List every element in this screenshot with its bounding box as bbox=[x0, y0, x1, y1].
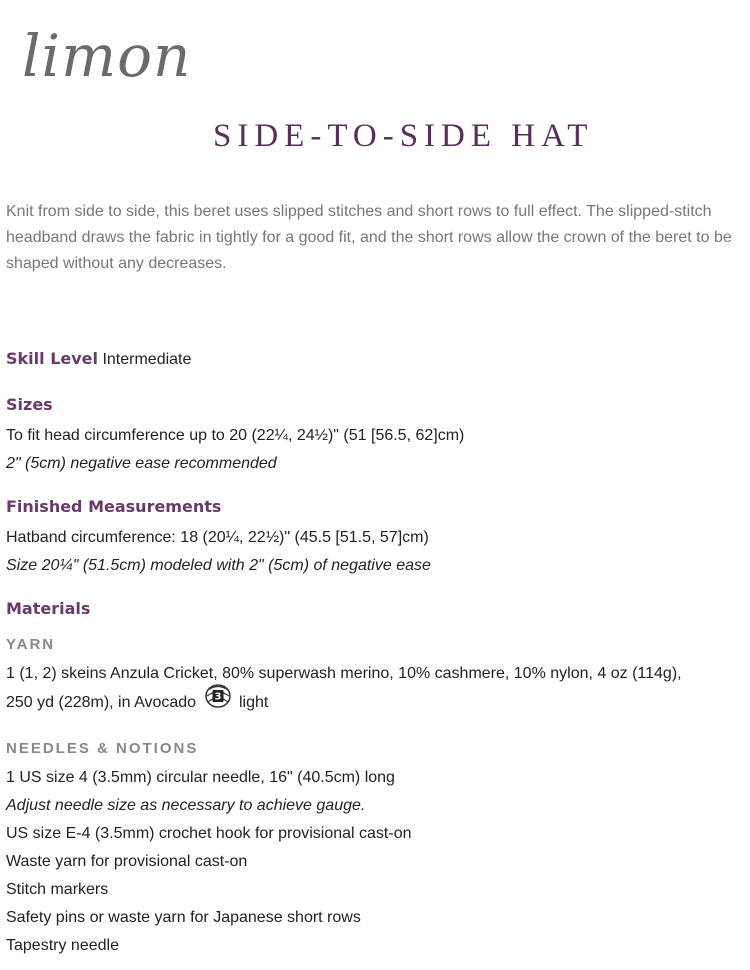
yarn-line-2 bbox=[6, 688, 741, 718]
yarn-weight-number: 3 bbox=[214, 691, 221, 703]
brand-logo: limon bbox=[22, 22, 192, 90]
skill-level-value: Intermediate bbox=[102, 351, 192, 368]
needles-item: Tapestry needle bbox=[6, 937, 119, 954]
skill-level-label: Skill Level bbox=[6, 349, 98, 368]
yarn-heading: YARN bbox=[6, 636, 56, 653]
needles-item: US size E-4 (3.5mm) crochet hook for provisional cast-on bbox=[6, 825, 412, 842]
yarn-lines bbox=[6, 660, 741, 718]
sizes-lines bbox=[6, 422, 741, 478]
yarn-section bbox=[6, 636, 741, 653]
sizes-line-1: To fit head circumference up to 20 (22¼, 24½)" (51 [56.5, 62]cm) bbox=[6, 427, 465, 444]
needles-item: Stitch markers bbox=[6, 881, 109, 898]
needles-item: Waste yarn for provisional cast-on bbox=[6, 853, 248, 870]
sizes-line-2: 2" (5cm) negative ease recommended bbox=[6, 455, 277, 472]
intro-paragraph: Knit from side to side, this beret uses slipped stitches and short rows to full effect. The slipped-stitch headband draws the fabric in tightly for a good fit, and the short rows allow the crown of the beret to be shaped without any decreases. bbox=[6, 203, 732, 272]
page-title: SIDE-TO-SIDE HAT bbox=[213, 118, 594, 154]
finished-line-1: Hatband circumference: 18 (20¼, 22½)" (45.5 [51.5, 57]cm) bbox=[6, 529, 429, 546]
finished-lines bbox=[6, 524, 741, 580]
materials-heading: Materials bbox=[6, 599, 91, 618]
needles-section bbox=[6, 740, 741, 757]
finished-heading: Finished Measurements bbox=[6, 497, 222, 516]
needles-item: Adjust needle size as necessary to achieve gauge. bbox=[6, 797, 366, 814]
yarn-weight-label: light bbox=[238, 694, 269, 712]
materials-section bbox=[6, 599, 741, 618]
sizes-heading: Sizes bbox=[6, 395, 53, 414]
finished-line-2: Size 20¼" (51.5cm) modeled with 2" (5cm) of negative ease bbox=[6, 557, 431, 574]
yarn-weight-icon bbox=[205, 684, 231, 718]
needles-list bbox=[6, 764, 741, 960]
yarn-line-2-text: 250 yd (228m), in Avocado bbox=[6, 694, 197, 712]
finished-section bbox=[6, 497, 741, 516]
sizes-section bbox=[6, 395, 741, 414]
needles-item: Safety pins or waste yarn for Japanese short rows bbox=[6, 909, 361, 926]
needles-item: 1 US size 4 (3.5mm) circular needle, 16" (40.5cm) long bbox=[6, 769, 395, 786]
needles-heading: NEEDLES & NOTIONS bbox=[6, 740, 199, 757]
skill-level bbox=[6, 345, 741, 374]
yarn-line-1: 1 (1, 2) skeins Anzula Cricket, 80% superwash merino, 10% cashmere, 10% nylon, 4 oz (114g), bbox=[6, 665, 682, 682]
